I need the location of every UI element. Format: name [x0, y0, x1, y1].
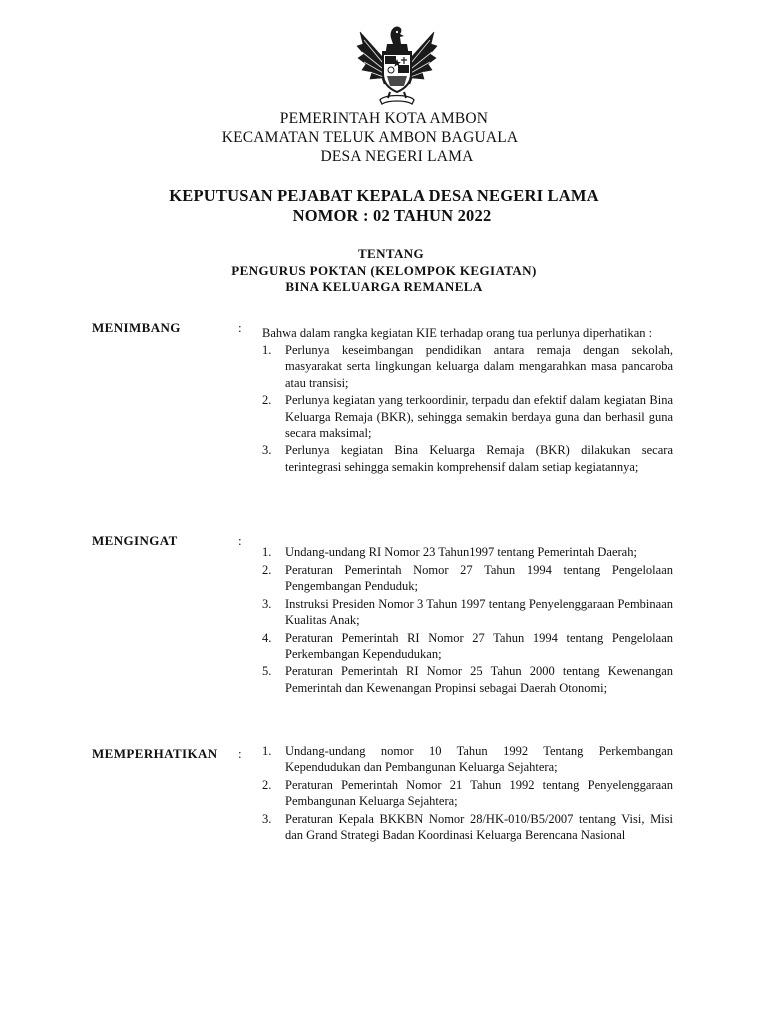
item-number: 3. [262, 811, 272, 826]
list-item [262, 811, 673, 843]
section-body [262, 325, 673, 476]
section-colon: : [238, 533, 242, 548]
list-item [262, 392, 673, 441]
item-text: Perlunya kegiatan yang terkoordinir, terpadu dan efektif dalam kegiatan Bina Keluarga Remaja (BKR), sehingga semakin berdaya guna dan berhasil guna secara maksimal; [285, 393, 673, 440]
city-government-line: PEMERINTAH KOTA AMBON [279, 110, 489, 127]
item-text: Perlunya kegiatan Bina Keluarga Remaja (BKR) dilakukan secara terintegrasi sehingga semakin komprehensif dalam setiap kegiatannya; [285, 443, 673, 474]
list-item [262, 342, 673, 391]
item-text: Instruksi Presiden Nomor 3 Tahun 1997 tentang Penyelenggaraan Pembinaan Kualitas Anak; [285, 596, 673, 627]
list-item [262, 743, 673, 775]
section-body [262, 544, 673, 697]
list-item [262, 630, 673, 662]
section-colon: : [238, 320, 242, 335]
section-intro: Bahwa dalam rangka kegiatan KIE terhadap orang tua perlunya diperhatikan : [262, 326, 653, 340]
item-number: 2. [262, 393, 272, 408]
section-label: MENIMBANG [92, 320, 181, 335]
decree-title: KEPUTUSAN PEJABAT KEPALA DESA NEGERI LAMA [169, 186, 599, 205]
item-number: 3. [262, 443, 272, 458]
item-text: Undang-undang RI Nomor 23 Tahun1997 tentang Pemerintah Daerah; [285, 545, 637, 559]
subject-line-1: PENGURUS POKTAN (KELOMPOK KEGIATAN) [231, 262, 537, 278]
decree-heading [0, 186, 768, 226]
item-number: 1. [262, 343, 272, 358]
subject-line-2: BINA KELUARGA REMANELA [285, 279, 483, 294]
list-item [262, 544, 673, 560]
item-number: 2. [262, 777, 272, 792]
item-number: 1. [262, 545, 272, 559]
section-body [262, 743, 673, 845]
item-text: Peraturan Kepala BKKBN Nomor 28/HK-010/B5/2007 tentang Visi, Misi dan Grand Strategi Badan Koordinasi Keluarga Berencana Nasional [285, 811, 673, 843]
list-item [262, 562, 673, 594]
item-text: Peraturan Pemerintah Nomor 27 Tahun 1994 tentang Pengelolaan Pengembangan Penduduk; [285, 562, 673, 593]
item-text: Peraturan Pemerintah RI Nomor 25 Tahun 2000 tentang Kewenangan Pemerintah dan Kewenangan Propinsi sebagai Daerah Otonomi; [285, 664, 673, 695]
item-number: 4. [262, 630, 272, 645]
item-number: 2. [262, 562, 272, 577]
government-heading [0, 109, 768, 166]
subject-label: TENTANG [357, 246, 425, 261]
list-item [262, 596, 673, 628]
list-item [262, 777, 673, 809]
item-number: 5. [262, 664, 272, 679]
legal-basis-list [262, 544, 673, 696]
village-line: DESA NEGERI LAMA [320, 148, 474, 165]
item-number: 1. [262, 744, 272, 758]
section-label: MEMPERHATIKAN [92, 746, 218, 761]
decree-subject [0, 246, 768, 296]
item-number: 3. [262, 596, 272, 611]
section-colon: : [238, 746, 242, 761]
list-item [262, 663, 673, 695]
item-text: Peraturan Pemerintah RI Nomor 27 Tahun 1994 tentang Pengelolaan Perkembangan Kependudukan; [285, 630, 673, 661]
section-label: MENGINGAT [92, 533, 178, 548]
garuda-emblem-icon [354, 22, 440, 112]
item-text: Undang-undang nomor 10 Tahun 1992 Tentang Perkembangan Kependudukan dan Pembangunan Keluarga Sejahtera; [285, 744, 673, 775]
item-text: Peraturan Pemerintah Nomor 21 Tahun 1992 tentang Penyelenggaraan Pembangunan Keluarga Sejahtera; [285, 777, 673, 809]
decree-number: NOMOR : 02 TAHUN 2022 [292, 206, 492, 225]
district-line: KECAMATAN TELUK AMBON BAGUALA [221, 129, 519, 146]
list-item [262, 442, 673, 474]
considerations-noted-list [262, 743, 673, 843]
considerations-list [262, 342, 673, 475]
item-text: Perlunya keseimbangan pendidikan antara remaja dengan sekolah, masyarakat serta lingkungan keluarga dalam mengarahkan masa pancaroba atau transisi; [285, 343, 673, 390]
